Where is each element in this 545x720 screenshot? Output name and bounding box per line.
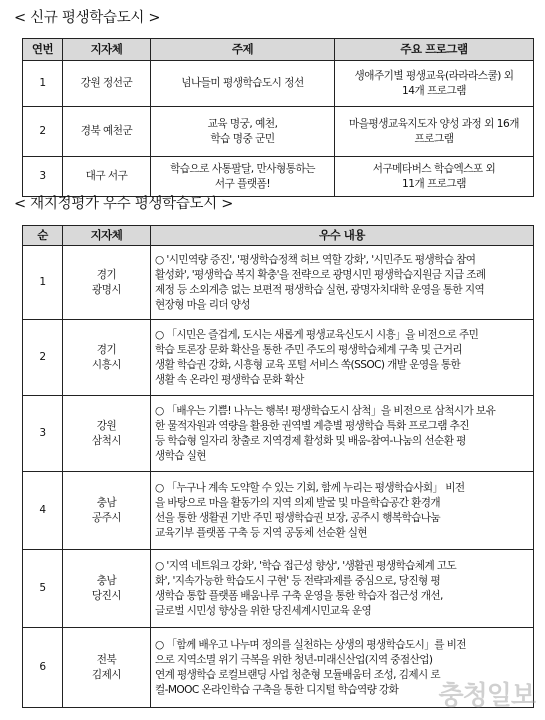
row-program: 생애주기별 평생교육(라라라스쿨) 외 14개 프로그램 xyxy=(335,61,534,107)
row-theme: 학습으로 사통팔달, 만사형통하는 서구 플랫폼! xyxy=(151,157,335,197)
header-no: 연번 xyxy=(23,39,63,61)
row-no: 1 xyxy=(23,61,63,107)
header-region: 지자체 xyxy=(63,39,151,61)
row-no: 2 xyxy=(23,107,63,157)
row-content: ○ 「시민은 즐겁게, 도시는 새롭게 평생교육신도시 시흥」을 비전으로 주민 학습 토론장 문화 확산을 통한 주민 주도의 평생학습체계 구축 및 근거리 생활 학습권 강화, 시흥형 교육 포털 서비스 쏙(SSOC) 개발 운영을 통한 생활 속 온라인 평생학습 문화 확산 xyxy=(151,320,534,396)
table-row xyxy=(23,107,534,157)
row-no: 3 xyxy=(23,157,63,197)
table-row xyxy=(23,157,534,197)
row-no: 4 xyxy=(23,472,63,550)
row-region: 대구 서구 xyxy=(63,157,151,197)
row-content: ○ 「누구나 계속 도약할 수 있는 기회, 함께 누리는 평생학습사회」 비전 을 바탕으로 마을 활동가의 지역 의제 발굴 및 마을학습공간 환경개 선을 통한 생활권 기반 주민 평생학습권 보장, 공주시 행복학습나눔 교육기부 플랫폼 구축 등 지역 공동체 선순환 실현 xyxy=(151,472,534,550)
table-row xyxy=(23,61,534,107)
row-content: ○ '시민역량 증진', '평생학습정책 허브 역할 강화', '시민주도 평생학습 참여 활성화', '평생학습 복지 확충'을 전략으로 광명시민 평생학습지원금 지급 조례 제정 등 소외계층 없는 보편적 평생학습 실현, 광명자치대학 운영을 통한 지역 현장형 마을 리더 양성 xyxy=(151,246,534,320)
table-row xyxy=(23,246,534,320)
row-program: 서구메타버스 학습엑스포 외 11개 프로그램 xyxy=(335,157,534,197)
section-new-title: < 신규 평생학습도시 > xyxy=(14,10,161,26)
row-region: 충남 공주시 xyxy=(63,472,151,550)
row-program: 마을평생교육지도자 양성 과정 외 16개 프로그램 xyxy=(335,107,534,157)
row-content: ○ 「함께 배우고 나누며 정의를 실천하는 상생의 평생학습도시」를 비전 으로 지역소멸 위기 극복을 위한 청년-미래신산업(지역 중점산업) 연계 평생학습 로컬브랜딩 사업 청춘형 모듈배움터 조성, 김제시 로 컬-MOOC 온라인학습 구축을 통한 디지털 학습역량 강화 xyxy=(151,628,534,708)
header-content: 우수 내용 xyxy=(151,226,534,246)
row-theme: 교육 명궁, 예천, 학습 명중 군민 xyxy=(151,107,335,157)
excellent-learning-cities-table xyxy=(22,225,534,708)
table-row xyxy=(23,550,534,628)
section-excellent-title: < 재지정평가 우수 평생학습도시 > xyxy=(14,196,234,212)
row-region: 강원 삼척시 xyxy=(63,396,151,472)
row-region: 경북 예천군 xyxy=(63,107,151,157)
row-no: 5 xyxy=(23,550,63,628)
table-row xyxy=(23,396,534,472)
row-region: 전북 김제시 xyxy=(63,628,151,708)
row-region: 강원 정선군 xyxy=(63,61,151,107)
watermark-logo: 충청일보 xyxy=(438,681,535,711)
header-region: 지자체 xyxy=(63,226,151,246)
row-no: 1 xyxy=(23,246,63,320)
header-theme: 주제 xyxy=(151,39,335,61)
new-learning-cities-table xyxy=(22,38,534,197)
row-no: 6 xyxy=(23,628,63,708)
row-region: 충남 당진시 xyxy=(63,550,151,628)
row-content: ○ 「배우는 기쁨! 나누는 행복! 평생학습도시 삼척」을 비전으로 삼척시가 보유 한 물적자원과 역량을 활용한 권역별 계층별 평생학습 특화 프로그램 추진 등 학습형 일자리 창출로 지역경제 활성화 및 배움-참여-나눔의 선순환 평 생학습 실현 xyxy=(151,396,534,472)
header-no: 순 xyxy=(23,226,63,246)
row-no: 3 xyxy=(23,396,63,472)
table-row xyxy=(23,320,534,396)
row-theme: 넘나들미 평생학습도시 정선 xyxy=(151,61,335,107)
header-program: 주요 프로그램 xyxy=(335,39,534,61)
table-row xyxy=(23,472,534,550)
row-region: 경기 시흥시 xyxy=(63,320,151,396)
row-content: ○ '지역 네트워크 강화', '학습 접근성 향상', '생활권 평생학습체계 고도 화', '지속가능한 학습도시 구현' 등 전략과제를 중심으로, 당진형 평 생학습 통합 플랫폼 배움나루 구축 운영을 통한 학습자 접근성 개선, 글로벌 시민성 향상을 위한 당진세계시민교육 운영 xyxy=(151,550,534,628)
row-region: 경기 광명시 xyxy=(63,246,151,320)
row-no: 2 xyxy=(23,320,63,396)
